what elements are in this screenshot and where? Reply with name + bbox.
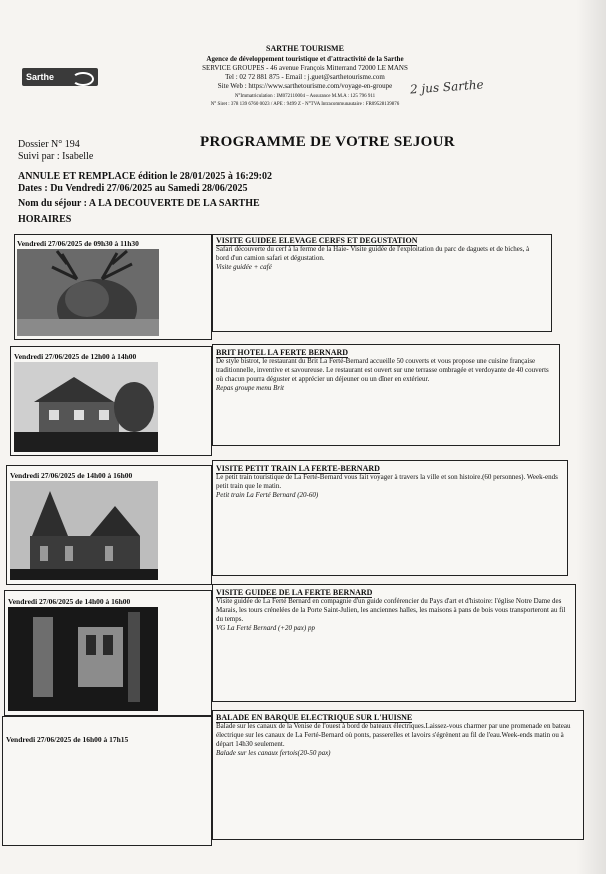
replace-notice: ANNULE ET REMPLACE édition le 28/01/2025 à 16:29:02 xyxy=(18,171,272,182)
followed-by: Suivi par : Isabelle xyxy=(18,151,94,162)
document-title: PROGRAMME DE VOTRE SEJOUR xyxy=(200,134,455,150)
program-row-4-title: VISITE GUIDEE DE LA FERTE BERNARD xyxy=(216,588,373,597)
program-row-4-text: Visite guidée de La Ferté Bernard en compagnie d'un guide conférencier du Pays d'art et d'histoire: l'église Notre Dame des Marais, les tours crénelées de la Porte Saint-Julien, les anciennes halles, les maisons à pans de bois vous transporteront au fil du temps. xyxy=(216,597,566,623)
church-interior-image xyxy=(8,607,158,711)
church-image xyxy=(10,481,158,580)
program-row-1-time: Vendredi 27/06/2025 de 09h30 à 11h30 xyxy=(17,239,139,248)
program-row-4-description xyxy=(216,597,568,633)
program-row-1-text: Safari découverte du cerf à la ferme de la Haie- Visite guidée de l'exploitation du parc de daguets et de biches, à bord d'un camion safari et dégustation. xyxy=(216,245,530,262)
website-line: Site Web : https://www.sarthetourisme.com/voyage-en-groupe xyxy=(217,82,393,90)
dossier-number: Dossier N° 194 xyxy=(18,139,80,150)
program-row-2-title: BRIT HOTEL LA FERTE BERNARD xyxy=(216,348,349,357)
logo-swoosh-icon xyxy=(72,72,94,86)
program-row-4-time: Vendredi 27/06/2025 de 14h00 à 16h00 xyxy=(8,597,131,606)
program-row-3-title: VISITE PETIT TRAIN LA FERTE-BERNARD xyxy=(216,464,380,473)
contact-line: Tel : 02 72 881 875 - Email : j.guet@sarthetourisme.com xyxy=(225,73,385,81)
program-row-5-note: Balade sur les canaux fertois(20-50 pax) xyxy=(216,749,331,757)
program-row-1-note: Visite guidée + café xyxy=(216,263,272,271)
program-row-3-time: Vendredi 27/06/2025 de 14h00 à 16h00 xyxy=(10,471,133,480)
program-row-2-note: Repas groupe menu Brit xyxy=(216,384,284,392)
horaires-label: HORAIRES xyxy=(18,214,72,225)
handwritten-signature: 2 jus Sarthe xyxy=(409,77,485,97)
program-row-5-title: BALADE EN BARQUE ELECTRIQUE SUR L'HUISNE xyxy=(216,713,413,722)
program-row-5-description xyxy=(216,722,576,758)
deer-photo xyxy=(17,249,159,336)
org-name: SARTHE TOURISME xyxy=(266,44,344,53)
agency-line: Agence de développement touristique et d'attractivité de la Sarthe xyxy=(206,55,404,63)
church-photo xyxy=(10,481,158,580)
registration-line: N°Immatriculation : IM072110004 – Assurance M.M.A : 125 796 911 xyxy=(234,94,376,99)
hotel-photo xyxy=(14,362,158,452)
program-row-2-text: De style bistrot, le restaurant du Brit La Ferté-Bernard accueille 50 couverts et vous propose une cuisine française traditionnelle, inventive et savoureuse. Le restaurant est ouvert sur une terrasse ombragée et verdoyante de 40 couverts où chacun pourra déguster et apprécier un déjeuner ou un dîner en extérieur. xyxy=(216,357,549,383)
siret-line: N° Siret : 378 139 6760 0023 / APE : 9499 Z - N°TVA Intracommunautaire : FR09528139876 xyxy=(210,102,400,107)
logo-text: Sarthe xyxy=(26,72,55,82)
program-row-1-description xyxy=(216,245,542,272)
program-row-2-description xyxy=(216,357,552,393)
deer-image xyxy=(17,249,159,336)
program-row-3-description xyxy=(216,473,560,500)
program-row-5-time: Vendredi 27/06/2025 de 16h00 à 17h15 xyxy=(6,735,129,744)
program-row-5-text: Balade sur les canaux de la Venise de l'ouest à bord de bateaux électriques.Laissez-vous charmer par une promenade en bateau électrique sur les canaux de La Ferté-Bernard où ponts, passerelles et lavoirs s'égrènent au fil de l'eau.Week-ends matin ou à départ 14h30 seulement. xyxy=(216,722,571,748)
program-row-3-note: Petit train La Ferté Bernard (20-60) xyxy=(216,491,319,499)
stay-name: Nom du séjour : A LA DECOUVERTE DE LA SARTHE xyxy=(18,198,260,209)
hotel-image xyxy=(14,362,158,452)
program-row-4-note: VG La Ferté Bernard (+20 pax) pp xyxy=(216,624,315,632)
program-row-3-text: Le petit train touristique de La Ferté-Bernard vous fait voyager à travers la ville et son histoire.(60 personnes). Week-ends petit train que le matin. xyxy=(216,473,558,490)
program-row-1-title: VISITE GUIDEE ELEVAGE CERFS ET DEGUSTATION xyxy=(216,236,418,245)
church-interior-photo xyxy=(8,607,158,711)
address-line: SERVICE GROUPES - 46 avenue François Mitterrand 72000 LE MANS xyxy=(202,64,408,72)
stay-dates: Dates : Du Vendredi 27/06/2025 au Samedi 28/06/2025 xyxy=(18,183,248,194)
sarthe-tourisme-logo xyxy=(22,68,98,86)
program-row-2-time: Vendredi 27/06/2025 de 12h00 à 14h00 xyxy=(14,352,137,361)
